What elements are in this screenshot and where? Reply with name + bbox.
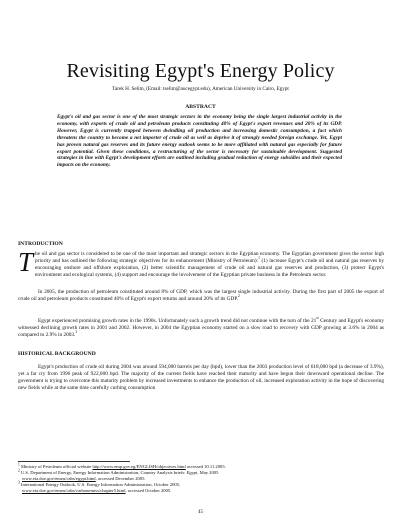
intro-paragraph-1 — [18, 247, 384, 279]
footnote-2: $^2$ U.S. Department of Energy, Energy Information Administration, Country Analysis briefs: Egypt, May 2005 www.eia.doe.gov/emeu/cabs/egypt.html, accessed December 2005. — [18, 468, 219, 481]
footnote-3-link[interactable]: www.eia.doe.gov/emeu/cabs/carbonemiss/chapter5.html — [22, 487, 126, 493]
footnote-2-link[interactable]: www.eia.doe.gov/emeu/cabs/egypt.html — [22, 475, 96, 481]
paper-title: Revisiting Egypt's Energy Policy — [66, 60, 335, 82]
introduction-heading: INTRODUCTION — [18, 241, 63, 247]
intro-paragraph-3 — [18, 318, 384, 339]
abstract-text: Egypt's oil and gas sector is one of the most strategic sectors in the economy being the single largest industrial activity in the economy, with exports of crude oil and petroleum products constituting 40% of Egypt's export revenues and 20% of its GDP. However, Egypt is currently trapped between dwindling oil production and increasing domestic consumption, a fact which threatens the country to become a net importer of crude oil as well as deprive it of strongly needed foreign exchange. Yet, Egypt has proven natural gas reserves and its future energy outlook seems to be more affiliated with natural gas especially for future export potential. Given these conditions, a restructuring of the sector is necessary for sustainable development. Suggested strategies in line with Egypt's development efforts are outlined including gradual reduction of energy subsidies and their expected impacts on the economy. — [57, 114, 342, 169]
historical-paragraph-1 — [18, 364, 384, 392]
footnote-ref-3[interactable]: 3 — [75, 330, 78, 335]
intro-p2-text: In 2005, the production of petroleum constituted around 8% of GDP, which was the largest single industrial activity. During the first part of 2005 the export of crude oil and petroleum products constituted 40% of Egypt's export returns and around 20% of its GDP. — [18, 289, 384, 302]
page-number: 45 — [198, 510, 203, 515]
intro-p1-text-a: he oil and gas sector is considered to be one of the most important and strategic sectors in the Egyptian economy. The Egyptian government gives the sector high priority and has outlined the following strategic objectives for its enhancement (Ministry of Petroleum): — [35, 251, 384, 264]
historical-background-heading: HISTORICAL BACKGROUND — [18, 351, 96, 357]
footnote-ref-2[interactable]: 2 — [238, 294, 240, 299]
hist-p1-text: Egypt's production of crude oil during 2004 was around 594,000 barrels per day (bpd), lower than the 2003 production level of 618,000 bpd (a decrease of 3.9%), yet a far cry from 1996 peak of 922,000 bpd. The majority of the current fields have reached their maturity and have begun their downward operational decline. The government is trying to overcome this maturity problem by increased investments to enhance the production of oil, increased exploration activity in the hope of discovering new fields while at the same time carefully curbing consumption — [18, 364, 384, 391]
footnote-1: $^1$ Ministry of Petroleum official website http://www.emp.gov.eg/ENGLISH/objectives.html accessed 10.11.2005. — [18, 462, 226, 469]
ordinal-suffix: st — [316, 316, 319, 321]
footnote-ref-1[interactable]: 1 — [258, 256, 260, 261]
intro-paragraph-2 — [18, 289, 384, 303]
drop-cap: T — [18, 247, 34, 277]
author-line: Tarek H. Selim, (Email: tselim@aucegypt.edu), American University in Cairo, Egypt — [112, 86, 289, 92]
footnote-1-link[interactable]: http://www.emp.gov.eg/ENGLISH/objectives.html — [92, 464, 186, 469]
footnotes — [18, 464, 384, 494]
intro-p3-text-b: Century and Egypt's economy witnessed declining growth rates in 2001 and 2002. However, in 2004 the Egyptian economy started on a slow road to recovery with GDP growing at 3.6% in 2004 as compared to 2.9% in 2003. — [18, 318, 384, 338]
footnote-separator — [18, 461, 130, 462]
intro-p1-text-b: (1) increase Egypt's crude oil and natural gas reserves by encouraging onshore and offshore exploration, (2) better scientific management of crude oil and natural gas reserves and production, (3) protect Egypt's environment and ecological systems, (4) support and encourage the involvement of the Egyptian private business in the Petroleum sector. — [35, 257, 384, 278]
intro-p3-text-a: Egypt experienced promising growth rates in the 1990s. Unfortunately such a growth trend did not continue with the turn of the 21 — [38, 318, 317, 324]
footnote-3: $^3$ International Energy Outlook, U.S. Energy Information Administration, October 2005, www.eia.doe.gov/emeu/cabs/carbonemiss/chapter5.html, accessed October 2005. — [18, 480, 181, 493]
abstract-heading: ABSTRACT — [185, 104, 216, 110]
